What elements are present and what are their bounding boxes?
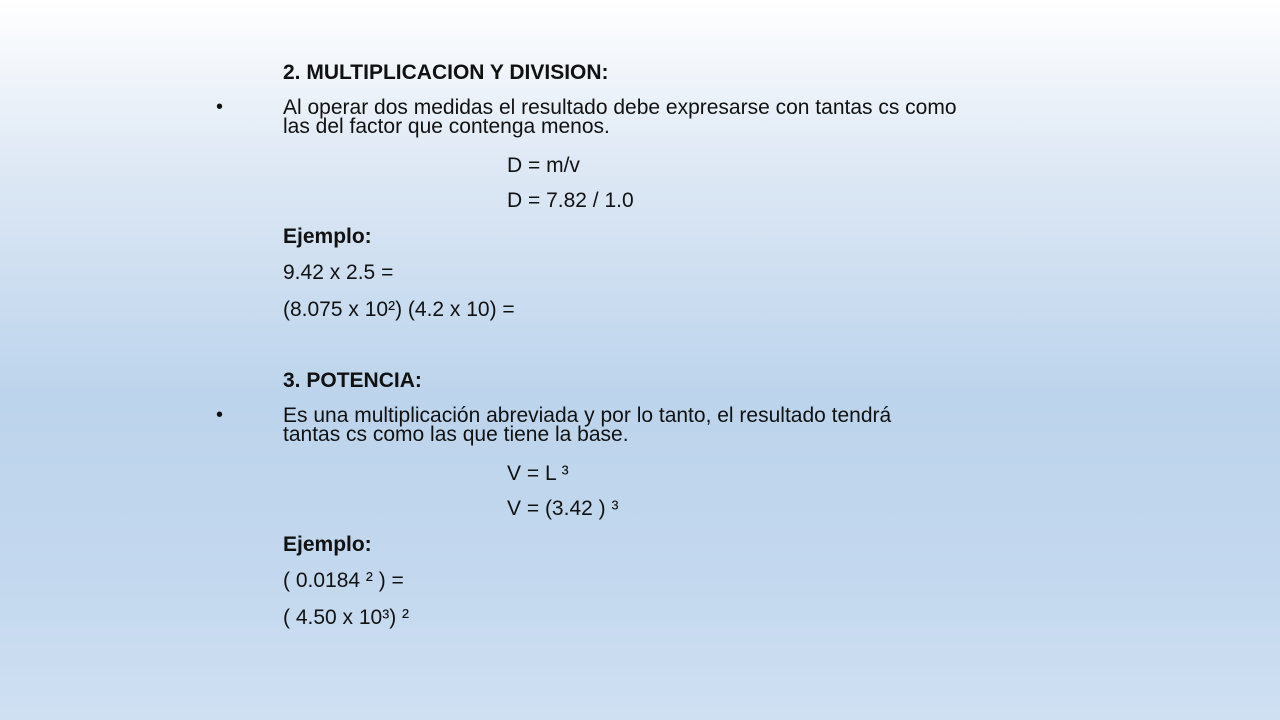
formula-density-values: D = 7.82 / 1.0: [507, 189, 634, 212]
formula-volume-values: V = (3.42 ) ³: [507, 497, 619, 520]
bullet-icon: •: [216, 96, 224, 118]
rule-paragraph-potencia: [283, 406, 1083, 444]
rule-paragraph-multiplicacion: [283, 98, 1083, 136]
rule-line-2: las del factor que contenga menos.: [283, 115, 610, 138]
example-2-2: ( 4.50 x 10³) ²: [283, 606, 410, 629]
rule-line-1: Es una multiplicación abreviada y por lo tanto, el resultado tendrá: [283, 404, 892, 427]
formula-density: D = m/v: [507, 154, 580, 177]
bullet-icon: •: [216, 404, 224, 426]
example-2-1: ( 0.0184 ² ) =: [283, 569, 404, 592]
rule-line-2: tantas cs como las que tiene la base.: [283, 423, 629, 446]
section-title-potencia: 3. POTENCIA:: [283, 369, 422, 392]
example-label-1: Ejemplo:: [283, 225, 372, 248]
example-1-2: (8.075 x 10²) (4.2 x 10) =: [283, 298, 515, 321]
example-label-2: Ejemplo:: [283, 533, 372, 556]
formula-volume: V = L ³: [507, 462, 569, 485]
rule-line-1: Al operar dos medidas el resultado debe expresarse con tantas cs como: [283, 96, 957, 119]
example-1-1: 9.42 x 2.5 =: [283, 261, 394, 284]
section-title-multiplicacion: 2. MULTIPLICACION Y DIVISION:: [283, 61, 609, 84]
